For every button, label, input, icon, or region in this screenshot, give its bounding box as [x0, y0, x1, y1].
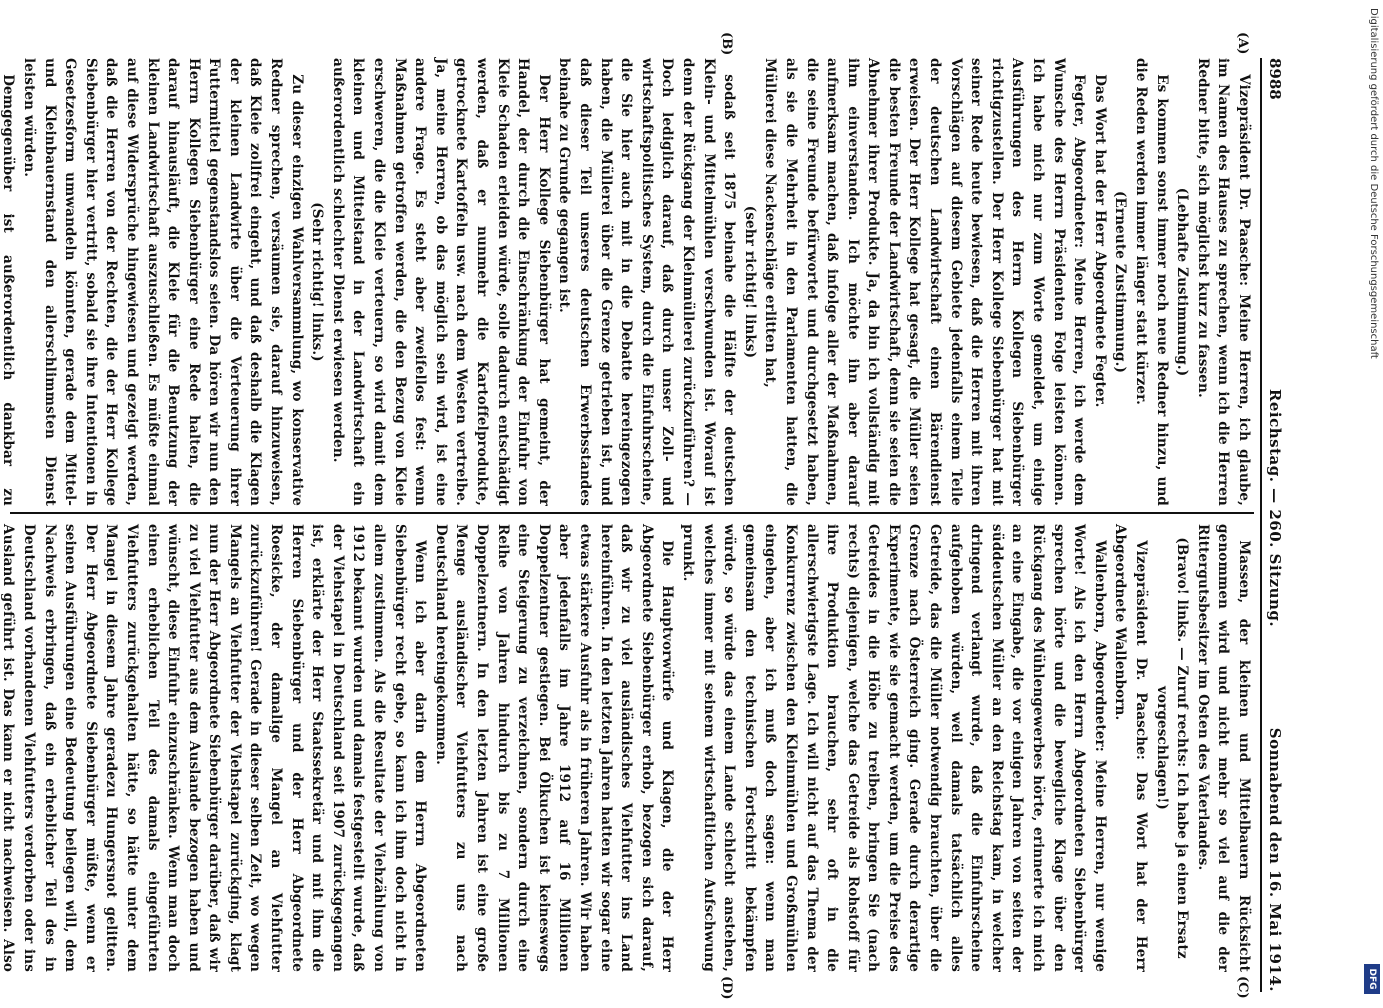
margin-marker-c: (C): [1235, 976, 1250, 999]
header-rule: [1260, 58, 1262, 992]
paragraph: Es kommen sonst immer noch neue Redner hinzu, und die Reden werden immer länger statt kürzer.: [1133, 58, 1170, 506]
logo-text: DFG: [1367, 968, 1377, 990]
digitization-credit: [1361, 0, 1383, 1000]
credit-text: Digitalisierung gefördert durch die Deutsche Forschungsgemeinschaft: [1368, 8, 1379, 359]
column-divider: [10, 512, 1254, 514]
interjection: (sehr richtig! links): [741, 205, 758, 359]
paragraph: Vizepräsident Dr. Paasche: Das Wort hat der Herr Abgeordnete Wallenborn.: [1112, 524, 1150, 972]
left-column: [0, 58, 1254, 506]
paragraph: Die Hauptvorwürfe und Klagen, die der Herr Abgeordnete Siebenbürger erhob, bezogen sich darauf, daß wir zu viel ausländisches Viehfutter ins Land hereinführen. In den letzten Jahren hatten wir sogar eine etwas stärkere Ausfuhr als in früheren Jahren. Wir haben aber jedenfalls im Jahre 1912 auf 16 Millionen Doppelzentner gestiegen. Bei Ölkuchen ist keineswegs eine Steigerung zu verzeichnen, sondern durch eine Reihe von Jahren hindurch bis zu 7 Millionen Doppelzentnern. In den letzten Jahren ist eine große Menge ausländischer Viehfutters zu uns nach Deutschland hereingekommen.: [432, 524, 676, 972]
right-column: [0, 524, 1254, 972]
paragraph: Der Herr Kollege Siebenbürger hat gemeint, der Handel, der durch die Einschränkung der Einfuhr von Kleie Schaden erleiden würde, solle dadurch entschädigt werden, daß er nunmehr die Kartoffelprodukte, getrocknete Kartoffeln usw. nach dem Westen vertreibe. Ja, meine Herren, ob das möglich sein wird, ist eine andere Frage. Es steht aber zweifellos fest: wenn Maßnahmen getroffen werden, die den Bezug von Kleie erschweren, die die Kleie verteuern, so wird damit dem kleinen und Mittelstand in der Landwirtschaft ein außerordentlich schlechter Dienst erwiesen werden.: [329, 58, 552, 506]
page-header: [1262, 58, 1286, 992]
paragraph: Vizepräsident Dr. Paasche: Meine Herren, ich glaube, im Namen des Hauses zu sprechen, wenn ich die Herren Redner bitte, sich möglichst kurz zu fassen.: [1194, 58, 1252, 506]
margin-marker-b: (B): [719, 32, 734, 56]
paragraph: Wallenborn, Abgeordneter: Meine Herren, nur wenige Worte! Als ich den Herrn Abgeordneten Siebenbürger sprechen hörte und die bewegliche Klage über den Rückgang des Mühlengewerbes hörte, erinnerte ich mich an eine Eingabe, die vor einigen Jahren von seiten der süddeutschen Müller an den Reichstag kam, in welcher dringend verlangt wurde, daß die Einfuhrscheine aufgehoben würden, weil damals tatsächlich alles Getreide, das die Müller notwendig brauchten, über die Grenze nach Österreich ging. Gerade durch derartige Experimente, wie sie gemacht werden, um die Preise des Getreides in die Höhe zu treiben, bringen Sie (nach rechts) diejenigen, welche das Getreide als Rohstoff für ihre Produktion brauchen, sehr oft in die allerschwierigste Lage. Ich will nicht auf das Thema der Konkurrenz zwischen den Kleinmühlen und Großmühlen eingehen, aber ich muß doch sagen: wenn man gemeinsam den technischen Fortschritt bekämpfen würde, so würde das einem Lande schlecht anstehen, welches immer mit seinem wirtschaftlichen Aufschwung prunkt.: [679, 524, 1108, 972]
interjection: (Bravo! links. — Zuruf rechts: Ich habe ja einen Ersatz vorgeschlagen!): [1153, 537, 1191, 959]
margin-marker-d: (D): [719, 976, 734, 1000]
paragraph: Zu dieser einzigen Wahlversammlung, wo konservative Redner sprechen, versäumen sie, darauf hinzuweisen, daß Kleie zollfrei eingeht, und daß deshalb die Klagen der kleinen Landwirte über die Verteuerung ihrer Futtermittel gegenstandslos seien. Da hören wir nun den Herrn Kollegen Siebenbürger eine Rede halten, die darauf hinausläuft, die Kleie für die Benutzung der kleinen Landwirtschaft auszuschließen. Es müßte einmal auf diese Widersprüche hingewiesen und gezeigt werden, daß die Herren von der Rechten, die der Herr Kollege Siebenbürger hier vertritt, sobald sie ihre Intentionen in Gesetzesform umwandeln könnten, gerade dem Mittel- und Kleinbauernstand den allerschlimmsten Dienst leisten würden.: [20, 58, 305, 506]
paragraph: sodaß seit 1875 beinahe die Hälfte der deutschen Klein- und Mittelmühlen verschwunden ist. Worauf ist denn der Rückgang der Kleinmüllerei zurückzuführen? — Doch lediglich darauf, daß durch unser Zoll- und wirtschaftspolitisches System, durch die Einfuhrscheine, die Sie hier auch mit in die Debatte hereingezogen haben, die Müllerei über die Grenze getrieben ist, und daß dieser Teil unseres deutschen Erwerbsstandes beinahe zu Grunde gegangen ist.: [556, 58, 738, 506]
page-number: 8988: [1266, 58, 1284, 100]
dfg-logo: [1364, 964, 1380, 994]
session-date: Sonnabend den 16. Mai 1914.: [1266, 727, 1284, 992]
paragraph: Massen, der kleinen und Mittelbauern Rücksicht genommen wird und nicht mehr so viel auf die der Rittergutsbesitzer im Osten des Vaterlandes.: [1194, 524, 1252, 972]
page-title: Reichstag. — 260. Sitzung.: [1266, 388, 1284, 628]
paragraph: Wenn ich aber darin dem Herrn Abgeordneten Siebenbürger recht gebe, so kann ich ihm doch nicht in allem zustimmen. Als die Resultate der Viehzählung von 1912 bekannt wurden und damals festgestellt wurde, daß der Viehstapel in Deutschland seit 1907 zurückgegangen ist, erklärte der Herr Staatssekretär und mit ihm die Herren Siebenbürger und der Herr Abgeordnete Roesicke, der damalige Mangel an Viehfutter zurückzuführen! Gerade in dieser selben Zeit, wo wegen Mangels an Viehfutter der Viehstapel zurückging, klagt nun der Herr Abgeordnete Siebenbürger darüber, daß wir zu viel Viehfutter aus dem Auslande bezogen haben und wünscht, diese Einfuhr einzuschränken. Wenn man doch einen erheblichen Teil des damals eingeführten Viehfutters zurückgehalten hätte, so hätte unter dem Mangel in diesem Jahre geradezu Hungersnot gelitten. Der Herr Abgeordnete Siebenbürger müßte, wenn er seinen Ausführungen eine Bedeutung beilegen will, dem Nachweis erbringen, daß ein erheblicher Teil des in Deutschland vorhandenen Viehfutters verdorben oder ins Ausland geführt ist. Das kann er nicht nachweisen. Also: [0, 524, 429, 972]
paragraph: Fegter, Abgeordneter: Meine Herren, ich werde dem Wunsche des Herrn Präsidenten Folge leisten können. Ich habe mich nur zum Worte gemeldet, um einige Ausführungen des Herrn Kollegen Siebenbürger richtigzustellen. Der Herr Kollege Siebenbürger hat mit seiner Rede heute bewiesen, daß die Herren mit ihren Vorschlägen auf diesem Gebiete jedenfalls einem Teile der deutschen Landwirtschaft einen Bärendienst erweisen. Der Herr Kollege hat gesagt, die Müller seien die besten Freunde der Landwirtschaft, denn sie seien die Abnehmer ihrer Produkte. Ja, da bin ich vollständig mit ihm einverstanden. Ich möchte ihn aber darauf aufmerksam machen, daß infolge aller der Maßnahmen, die seine Freunde befürwortet und durchgesetzt haben, als sie die Mehrheit in den Parlamenten hatten, die Müllerei diese Nackenschläge erlitten hat,: [762, 58, 1088, 506]
interjection: (Erneute Zustimmung.): [1112, 190, 1129, 374]
paragraph: Demgegenüber ist außerordentlich dankbar zu: [0, 74, 17, 506]
paragraph: Das Wort hat der Herr Abgeordnete Fegter.: [1091, 74, 1108, 408]
interjection: (Sehr richtig! links.): [309, 202, 326, 362]
margin-marker-a: (A): [1235, 32, 1250, 55]
interjection: (Lebhafte Zustimmung.): [1174, 187, 1191, 377]
